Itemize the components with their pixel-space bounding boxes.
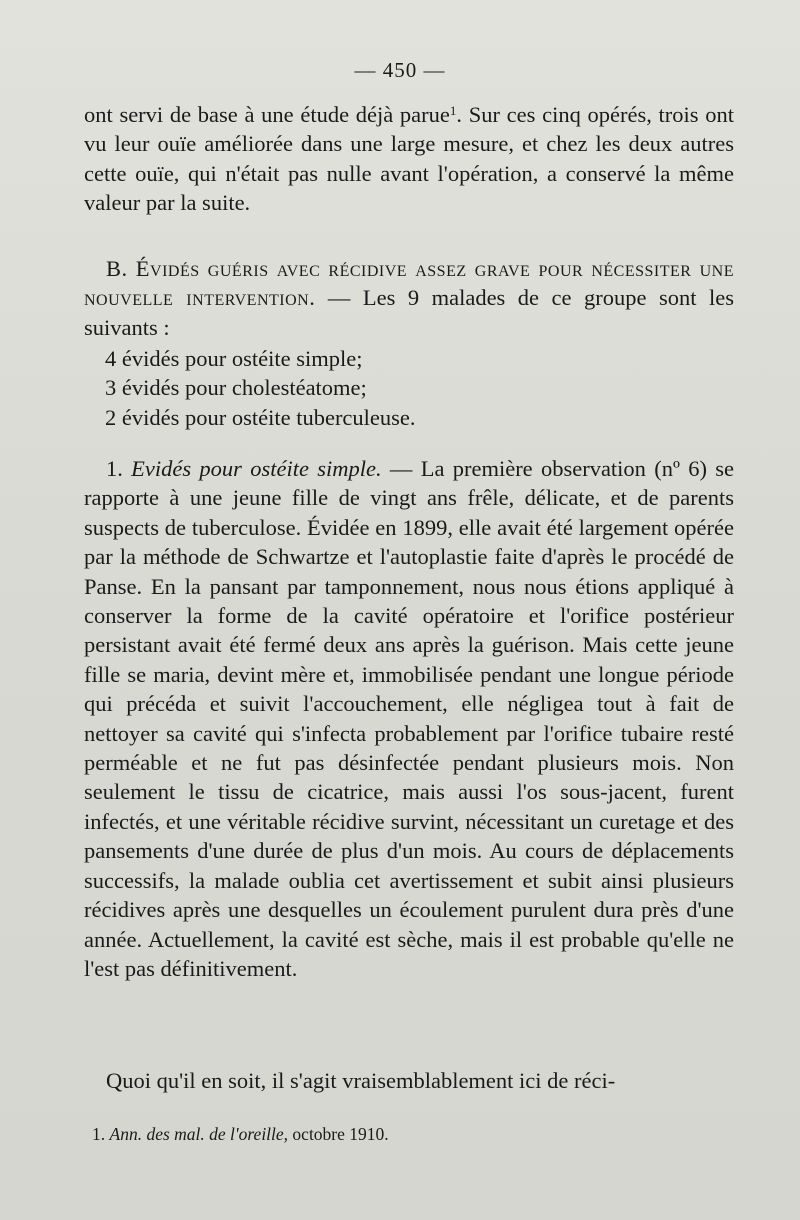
section-1-body: — La première observation (nº 6) se rapporte à une jeune fille de vingt ans frêle, délicate, et de parents suspects de tuberculose. Évidée en 1899, elle avait été largement opérée par la méthode de Schwartze et l'autoplastie faite d'après le procédé de Panse. En la pansant par tamponnement, nous nous étions appliqué à conserver la forme de la cavité opératoire et l'orifice postérieur persistant avait été fermé deux ans après la guérison. Mais cette jeune fille se maria, devint mère et, immobilisée pendant une longue période qui précéda et suivit l'accouchement, elle négligea tout à fait de nettoyer sa cavité qui s'infecta probablement par l'orifice tubaire resté perméable et ne fut pas désinfectée pendant plusieurs mois. Non seulement le tissu de cicatrice, mais aussi l'os sous-jacent, furent infectés, et une véritable récidive survint, nécessitant un curetage et des pansements d'une durée de plus d'un mois. Au cours de déplacements successifs, la malade oublia cet avertissement et subit ainsi plusieurs récidives après une desquelles un écoulement purulent dura près d'une année. Actuellement, la cavité est sèche, mais il est probable qu'elle ne l'est pas définitivement. <box>84 456 735 981</box>
case-list <box>105 344 416 432</box>
section-b <box>84 254 734 342</box>
section-b-heading: B. Évidés guéris avec récidive assez grave pour nécessiter une nouvelle intervention. <box>84 256 734 311</box>
footnote-number: 1. <box>92 1124 110 1144</box>
footnote <box>92 1124 389 1145</box>
last-paragraph: Quoi qu'il en soit, il s'agit vraisemblablement ici de réci- <box>106 1068 616 1093</box>
list-item: 3 évidés pour cholestéatome; <box>105 375 367 401</box>
list-item: 2 évidés pour ostéite tuberculeuse. <box>105 404 416 430</box>
section-1-heading: Evidés pour ostéite simple. <box>131 456 382 481</box>
top-paragraph <box>84 96 734 218</box>
page-number: — 450 — <box>354 58 446 82</box>
list-item: 4 évidés pour ostéite simple; <box>105 346 363 371</box>
footnote-reference: 1 <box>449 103 457 118</box>
top-paragraph-rest: . Sur ces cinq opérés, trois ont vu leur ouïe améliorée dans une large mesure, et chez les deux autres cette ouïe, qui n'était pas nulle avant l'opération, a conservé la même valeur par la suite. <box>84 102 734 216</box>
section-b-intro: — Les 9 malades de ce groupe sont les suivants : <box>84 285 734 340</box>
footnote-date: octobre 1910. <box>288 1124 389 1144</box>
section-1-number: 1. <box>106 456 132 481</box>
section-1 <box>84 454 734 983</box>
footnote-source: Ann. des mal. de l'oreille, <box>109 1124 289 1144</box>
top-paragraph-text: ont servi de base à une étude déjà parue <box>84 102 450 127</box>
